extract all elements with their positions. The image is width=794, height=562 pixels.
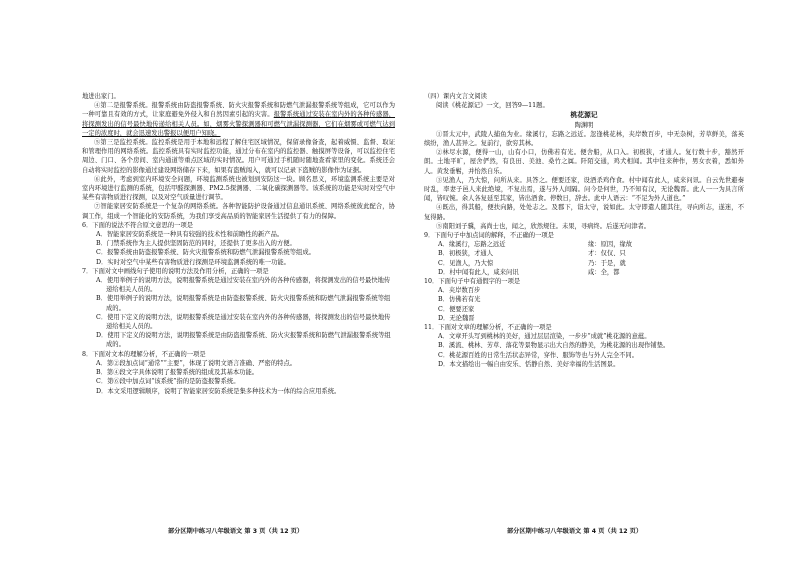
classical-paragraph-4: ④既出，得其船，便扶向路，处处志之。及郡下，诣太守，说如此。太守即遣人随其往，寻向所志，遂迷，不复得路。 bbox=[424, 204, 744, 221]
question-6-option-d: D．实时对空气中某些有害物质进行探测是环境监测系统的唯一功能。 bbox=[96, 258, 290, 266]
question-11-option-b: B．溪流、桃林、芳草、落花等景物显示出大自然的静美，为桃花源的出现作铺垫。 bbox=[438, 342, 670, 350]
reading-instruction: 阅读《桃花源记》一文，回答9—11题。 bbox=[436, 102, 549, 110]
question-9-option-d-gloss: 咸：全，都 bbox=[588, 268, 620, 276]
question-8-option-d: D．本文采用逻辑顺序，说明了智能家居安防系统是集多种技术为一体的综合应用系统。 bbox=[96, 387, 341, 395]
question-9-option-d: D．村中闻有此人，咸来问讯 bbox=[438, 268, 519, 276]
question-9-option-b-gloss: 才：仅仅、只 bbox=[588, 250, 626, 258]
paragraph-5: ⑤第三是监控系统。监控系统是用于本地和远程了解住宅区域情况，保留录像备查，起着威慑、监督、取证和管理作用的网络系统。监控系统具有实时监控功能，通过分布在室内的监控器、触摸屏等设备，可以监控住宅周边、门口、各个房间、室内通道等重点区域的实时情况。用户可通过手机随时随地查看家里的变化。系统还会自动将实时监控的影像通过建设网络储存下来，如果有盗贼闯入，就可以记录下盗贼的影像作为证据。 bbox=[82, 139, 395, 174]
question-9-option-c: C．见渔人，乃大惊 bbox=[438, 259, 494, 267]
question-10-option-c: C．便要还家 bbox=[438, 305, 475, 313]
question-9-option-a-gloss: 缘：原因，缘故 bbox=[588, 241, 633, 249]
question-11-option-a: A．文章开头写到桃林的美好，通过层层渲染，一步步“成就”桃花源的意蕴。 bbox=[438, 333, 651, 341]
page-footer-left: 部分区期中练习八年级语文 第 3 页（共 12 页） bbox=[168, 528, 304, 535]
classical-paragraph-5: ⑤南阳刘子骥，高尚士也，闻之，欣然规往。未果，寻病终。后遂无问津者。 bbox=[436, 222, 651, 230]
question-7-option-d: D．使用下定义的说明方法，说明报警系统是由防盗报警系统、防火灾报警系统和防燃气泄漏报警系统等组成的。 bbox=[96, 332, 391, 349]
question-7-option-c: C．使用下定义的说明方法，说明报警系统是通过安装在室内外的各种传感器，将探测发出的信号最快地传递给相关人员的。 bbox=[96, 313, 391, 331]
paragraph-7: ⑦智能家居安防系统是一个复杂的网络系统。各种智能防护设备通过信息通讯系统、网络系统彼此配合，协调工作，组成一个智能化的安防系统，为我们享受高品质的智能家居生活提供了有力的保障。 bbox=[82, 203, 395, 220]
question-11-option-c: C．桃花源百姓的日常生活状态异常，穿作、服饰等也与外人完全不同。 bbox=[438, 351, 639, 359]
passage-author: 陶渊明 bbox=[574, 121, 594, 129]
question-9-option-b: B．初极狭，才通人 bbox=[438, 250, 494, 258]
classical-paragraph-2: ②林尽水源，便得一山，山有小口，仿佛若有光。便舍船，从口入。初极狭，才通人。复行数十步，豁然开朗。土地平旷，屋舍俨然，有良田、美池、桑竹之属。阡陌交通，鸡犬相闻。其中往来种作，男女衣着，悉如外人。黄发垂髫，并怡然自乐。 bbox=[424, 149, 744, 175]
question-11: 11．下面对文章的理解分析，不正确的一项是 bbox=[424, 324, 552, 332]
paragraph-4-underlined: 报警系统通过安装在室内外的各种传感器，将探测发出的信号最快地传递给相关人员。如，烟雾火警探测器和可燃气泄漏探测器，它们在烟雾或可燃气达到一定的浓度时，就会迅速发出警报以便用户知晓。 bbox=[82, 111, 396, 137]
question-10-option-d: D．无论魏晋 bbox=[438, 314, 475, 322]
question-6: 6．下面的说法不符合原文意思的一项是 bbox=[82, 221, 194, 229]
question-6-option-b: B．门禁系统作为主人提供坚固防范的同时，还提供了更多出入的方便。 bbox=[96, 240, 296, 248]
classical-paragraph-3: ③见渔人，乃大惊，问所从来。具答之。便要还家，设酒杀鸡作食。村中闻有此人，咸来问讯。自云先世避秦时乱，率妻子邑人来此绝境，不复出焉，遂与外人间隔。问今是何世，乃不知有汉，无论魏晋。此人一一为具言所闻，皆叹惋。余人各复延至其家，皆出酒食。停数日，辞去。此中人语云：“不足为外人道也。” bbox=[424, 176, 744, 203]
question-8-option-a: A．第②段加点词“通常”“主要”，体现了说明文语言准确、严密的特点。 bbox=[96, 359, 297, 367]
question-10-option-a: A．夹岸数百步 bbox=[438, 287, 481, 295]
question-9-options bbox=[438, 240, 744, 277]
question-8-option-c: C．第⑥段中加点词“该系统”指的是防盗报警系统。 bbox=[96, 378, 240, 386]
section-heading: （四）课内文言文阅读 bbox=[424, 93, 487, 100]
paragraph-4 bbox=[82, 101, 395, 138]
question-7: 7．下面对文中画线句子使用的说明方法及作用分析，正确的一项是 bbox=[82, 267, 269, 275]
paragraph-6: ⑥此外，考虑到室内环境安全问题，环境监测系统也被划到安防这一块。顾名思义，环境监测系统主要是对室内环境进行监测的系统，包括甲醛探测器、PM2.5探测器、二氧化碳探测器等。该系统的功能是实时对空气中某些有害物质进行探测，以及对空气质量进行调节。 bbox=[82, 175, 395, 202]
question-8: 8．下面对文本的理解分析，不正确的一项是 bbox=[82, 350, 206, 358]
question-9-option-a: A．缘溪行，忘路之远近 bbox=[438, 241, 506, 249]
question-11-option-d: D．本文描绘出一幅自由安乐、恬静自然、美好幸福的生活图景。 bbox=[438, 360, 620, 368]
question-6-option-c: C．报警系统由防盗报警系统、防火灾报警系统和防燃气泄漏报警系统等组成。 bbox=[96, 249, 315, 257]
question-9: 9．下面句子中加点词的解释，不正确的一项是 bbox=[424, 232, 554, 240]
paragraph-continuation: 地进出家门。 bbox=[82, 93, 120, 100]
question-7-option-b: B．使用举例子的说明方法，说明报警系统是由防盗报警系统、防火灾报警系统和防燃气泄漏报警系统等组成的。 bbox=[96, 295, 391, 312]
right-page-column bbox=[424, 92, 744, 369]
question-10: 10．下面句子中有通假字的一项是 bbox=[424, 278, 521, 286]
paragraph-4-intro: ④第二是报警系统。报警系统由防盗报警系统、防火灾报警系统和防燃气泄漏报警系统等组成，它可以作为一种可靠且有效的方式，让家庭避免外侵入和自然因素引起的灾害。 bbox=[82, 102, 395, 119]
question-10-option-b: B．仿佛若有光 bbox=[438, 296, 481, 304]
question-8-option-b: B．第④段文字具体说明了报警系统的组成及其基本功能。 bbox=[96, 369, 259, 377]
question-7-option-a: A．使用举例子的说明方法，说明报警系统是通过安装在室内外的各种传感器，将探测发出的信号最快地传递给相关人员的。 bbox=[96, 277, 391, 294]
classical-paragraph-1: ①晋太元中，武陵人捕鱼为业。缘溪行，忘路之远近。忽逢桃花林，夹岸数百步，中无杂树，芳草鲜美，落英缤纷，渔人甚异之。复前行，欲穷其林。 bbox=[424, 130, 744, 148]
page-footer-right: 部分区期中练习八年级语文 第 4 页（共 12 页） bbox=[507, 528, 643, 535]
question-6-option-a: A．智能家居安防系统是一种具有较强的技术性和前瞻性的新产品。 bbox=[96, 231, 284, 239]
passage-title: 桃花源记 bbox=[570, 111, 598, 120]
question-9-option-c-gloss: 乃：于是，就 bbox=[588, 259, 626, 267]
left-page-column bbox=[82, 92, 395, 396]
